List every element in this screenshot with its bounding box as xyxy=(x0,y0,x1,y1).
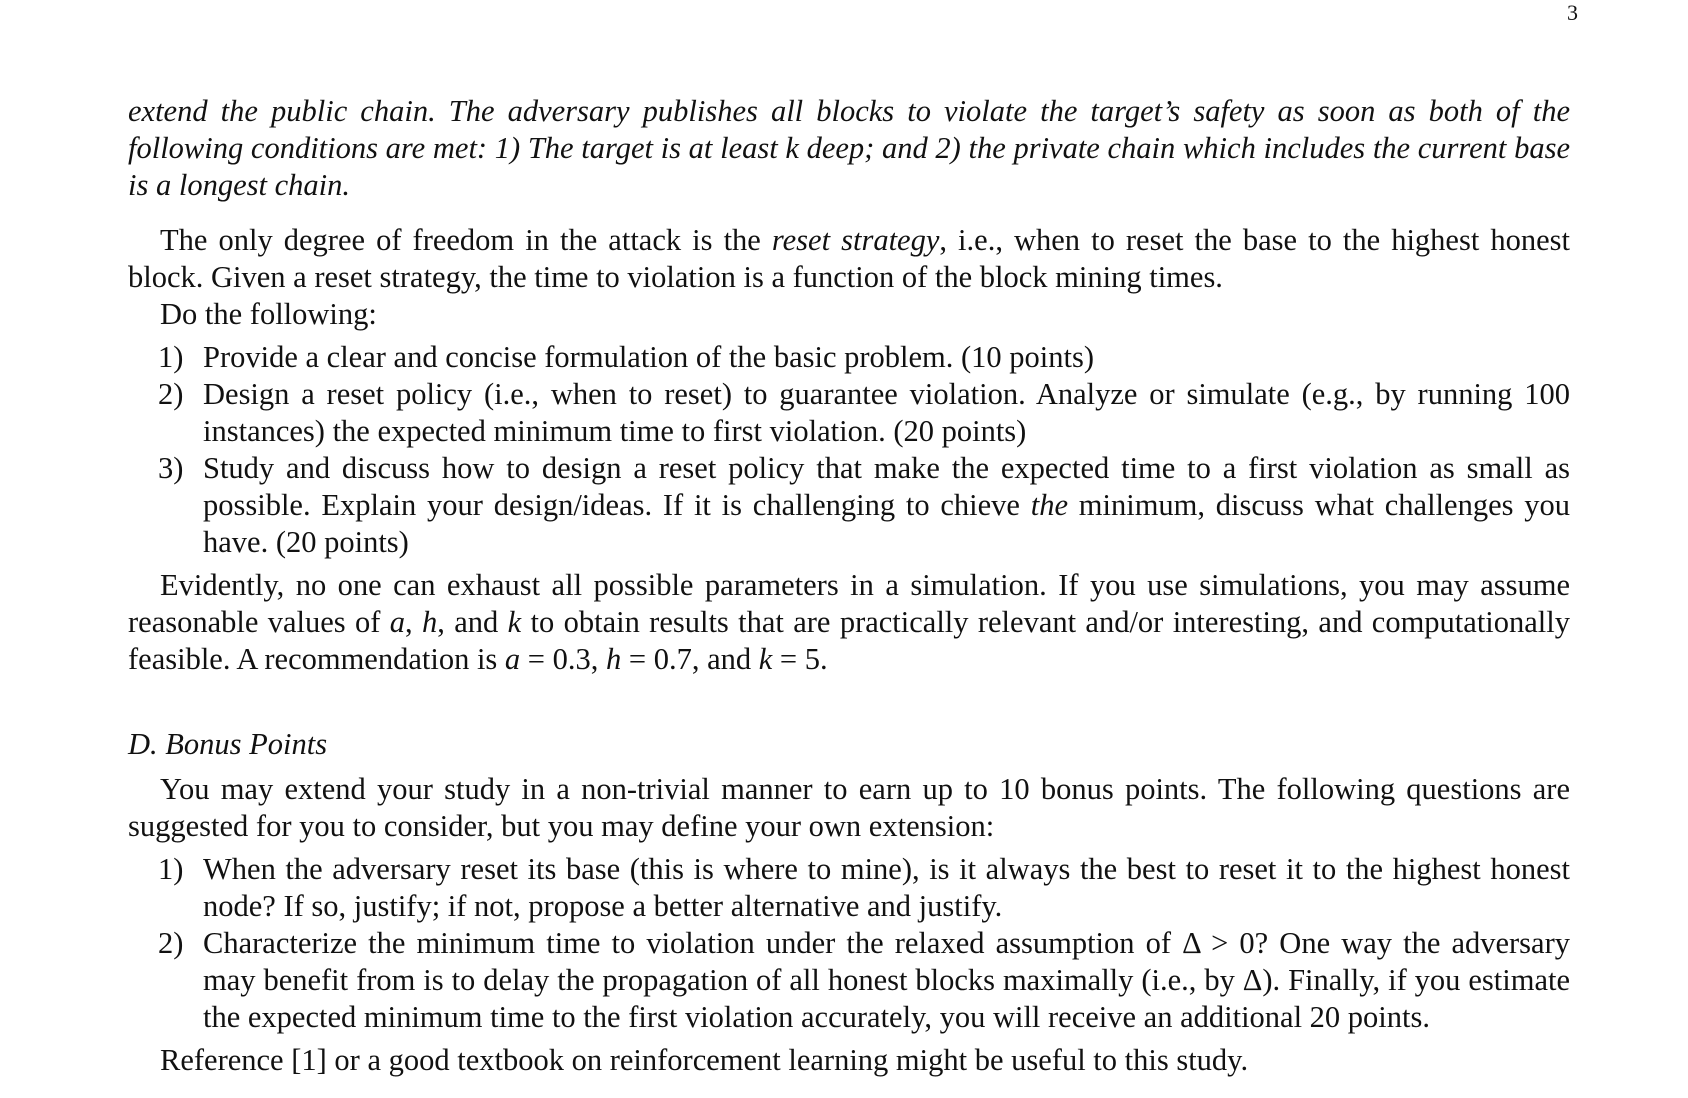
emphasis-the: the xyxy=(1030,488,1068,522)
paragraph-reset-strategy xyxy=(128,222,1570,296)
list-item-number: 1) xyxy=(158,340,184,374)
list-item-text: When the adversary reset its base (this is where to mine), is it always the best to reset it to the highest honest node? If so, justify; if not, propose a better alternative and justify. xyxy=(203,852,1570,923)
math-var-h: h xyxy=(606,642,622,676)
list-item-text: Provide a clear and concise formulation of the basic problem. (10 points) xyxy=(203,340,1095,374)
list-item-number: 2) xyxy=(158,926,184,960)
list-item-number: 2) xyxy=(158,377,184,411)
text-fragment: to obtain results that are practically relevant and/or interesting, and computationally feasible. A recommendation is xyxy=(128,605,1570,676)
list-item xyxy=(158,376,1570,450)
list-item xyxy=(158,851,1570,925)
list-item-number: 1) xyxy=(158,852,184,886)
math-var-k: k xyxy=(507,605,522,639)
paragraph-parameters xyxy=(128,567,1570,678)
emphasis-reset-strategy: reset strategy xyxy=(771,223,940,257)
paragraph-reference: Reference [1] or a good textbook on reinforcement learning might be useful to this study. xyxy=(160,1043,1249,1077)
text-fragment: , xyxy=(405,605,423,639)
task-list xyxy=(128,339,1570,561)
math-var-k: k xyxy=(758,642,773,676)
text-fragment: , i.e., when to reset the base to the highest honest block. Given a reset strategy, the time to violation is a function of the block mining times. xyxy=(128,223,1570,294)
math-value: = 0.7, and xyxy=(621,642,759,676)
list-item xyxy=(158,339,1570,376)
math-value: = 5. xyxy=(772,642,828,676)
bonus-list xyxy=(128,851,1570,1036)
text-fragment: Evidently, no one can exhaust all possible parameters in a simulation. If you use simulations, you may assume reasonable values of xyxy=(128,568,1570,639)
paragraph-do-following: Do the following: xyxy=(160,297,377,331)
math-var-a: a xyxy=(504,642,521,676)
math-var-a: a xyxy=(389,605,406,639)
section-heading-bonus: D. Bonus Points xyxy=(128,727,328,761)
math-value: = 0.3, xyxy=(520,642,606,676)
list-item-text: Design a reset policy (i.e., when to reset) to guarantee violation. Analyze or simulate (e.g., by running 100 instances) the expected minimum time to first violation. (20 points) xyxy=(203,377,1570,448)
page-number: 3 xyxy=(1567,0,1578,25)
math-var-h: h xyxy=(422,605,438,639)
list-item-text: Characterize the minimum time to violation under the relaxed assumption of Δ > 0? One way the adversary may benefit from is to delay the propagation of all honest blocks maximally (i.e., by Δ). Finally, if you estimate the expected minimum time to the first violation accurately, you will receive an additional 20 points. xyxy=(203,926,1570,1034)
list-item xyxy=(158,450,1570,561)
list-item-text: minimum, discuss what challenges you have. (20 points) xyxy=(203,488,1570,559)
list-item xyxy=(158,925,1570,1036)
list-item-text: Study and discuss how to design a reset policy that make the expected time to a first violation as small as possible. Explain your design/ideas. If it is challenging to chieve xyxy=(203,451,1570,522)
page-content xyxy=(128,93,1570,1079)
text-fragment: The only degree of freedom in the attack is the xyxy=(160,223,772,257)
paragraph-attack-conditions: extend the public chain. The adversary publishes all blocks to violate the target’s safety as soon as both of the following conditions are met: 1) The target is at least k deep; and 2) the private chain which includes the current base is a longest chain. xyxy=(128,94,1570,202)
text-fragment: , and xyxy=(437,605,508,639)
list-item-number: 3) xyxy=(158,451,184,485)
paragraph-bonus-intro: You may extend your study in a non-trivial manner to earn up to 10 bonus points. The following questions are suggested for you to consider, but you may define your own extension: xyxy=(128,772,1570,843)
